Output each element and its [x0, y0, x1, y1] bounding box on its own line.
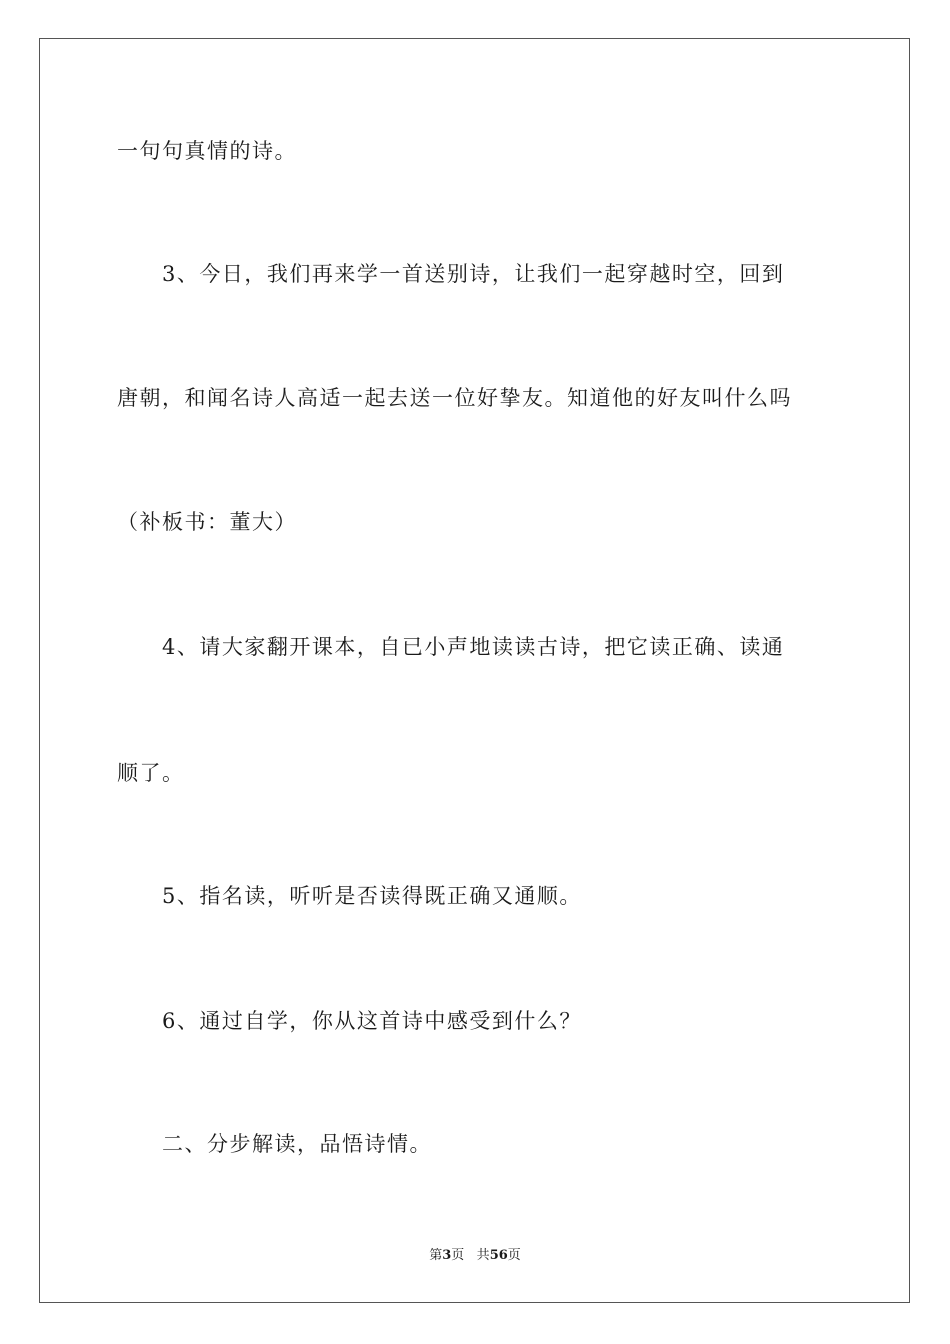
page-frame — [39, 38, 910, 1303]
footer-page-suffix: 页 — [451, 1248, 465, 1263]
footer-prefix: 第 — [429, 1248, 443, 1263]
page-footer — [0, 1247, 950, 1265]
total-page-count: 56 — [489, 1248, 508, 1263]
text-line-1: 一句句真情的诗。 — [117, 139, 297, 163]
text-line-7: 5、指名读，听听是否读得既正确又通顺。 — [117, 884, 582, 908]
current-page-number: 3 — [442, 1248, 452, 1263]
text-line-8: 6、通过自学，你从这首诗中感受到什么？ — [117, 1009, 582, 1033]
text-line-9: 二、分步解读，品悟诗情。 — [117, 1132, 432, 1156]
text-line-3: 唐朝，和闻名诗人高适一起去送一位好挚友。知道他的好友叫什么吗 — [117, 386, 792, 410]
text-line-2: 3、今日，我们再来学一首送别诗，让我们一起穿越时空，回到 — [117, 262, 785, 286]
footer-total-prefix: 共 — [476, 1248, 490, 1263]
footer-total-suffix: 页 — [507, 1248, 521, 1263]
text-line-4: （补板书：董大） — [117, 510, 297, 534]
text-line-6: 顺了。 — [117, 761, 185, 785]
text-line-5: 4、请大家翻开课本，自已小声地读读古诗，把它读正确、读通 — [117, 635, 785, 659]
